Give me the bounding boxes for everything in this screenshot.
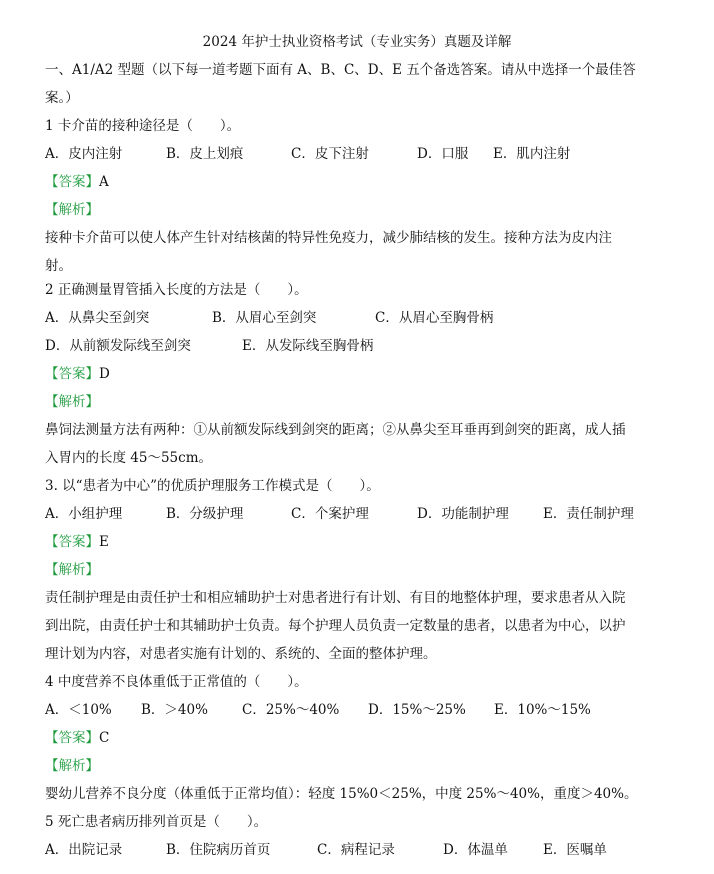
document-title: 2024 年护士执业资格考试（专业实务）真题及详解 (202, 34, 512, 50)
question-4-stem: 4 中度营养不良体重低于正常值的（ ）。 (45, 674, 308, 690)
q1-option-c: C．皮下注射 (291, 146, 369, 162)
section-heading-cont: 案。） (45, 90, 79, 106)
question-2-analysis-tag (45, 392, 671, 412)
question-1-analysis-tag (45, 200, 671, 220)
q3-option-d: D．功能制护理 (417, 506, 509, 522)
question-4-answer (45, 728, 671, 748)
q2-option-c: C．从眉心至胸骨柄 (375, 310, 494, 326)
answer-tag: 【答案】 (45, 534, 99, 550)
answer-tag: 【答案】 (45, 366, 99, 382)
question-3-analysis-tag (45, 560, 671, 580)
section-heading: 一、A1/A2 型题（以下每一道考题下面有 A、B、C、D、E 五个备选答案。请从中选择一个最佳答 (45, 62, 636, 78)
answer-value: A (99, 174, 109, 190)
question-1-stem: 1 卡介苗的接种途径是（ ）。 (45, 118, 241, 134)
question-2-analysis-cont: 入胃内的长度 45～55cm。 (45, 450, 213, 466)
question-5-stem: 5 死亡患者病历排列首页是（ ）。 (45, 814, 268, 830)
question-2-answer (45, 364, 671, 384)
question-3-analysis-cont2: 理计划为内容，对患者实施有计划的、系统的、全面的整体护理。 (45, 646, 437, 662)
q5-option-b: B．住院病历首页 (166, 842, 271, 858)
answer-tag: 【答案】 (45, 730, 99, 746)
q2-option-e: E．从发际线至胸骨柄 (242, 338, 374, 354)
question-2-analysis: 鼻饲法测量方法有两种：①从前额发际线到剑突的距离；②从鼻尖至耳垂再到剑突的距离，成人插 (45, 422, 626, 438)
q3-option-c: C．个案护理 (291, 506, 369, 522)
q1-option-a: A．皮内注射 (45, 146, 123, 162)
q1-option-e: E．肌内注射 (493, 146, 571, 162)
question-3-stem: 3. 以“患者为中心”的优质护理服务工作模式是（ ）。 (45, 478, 380, 494)
answer-value: C (99, 730, 110, 746)
q4-option-d: D．15%～25% (368, 702, 466, 718)
q5-option-e: E．医嘱单 (543, 842, 607, 858)
question-4-analysis-tag (45, 756, 671, 776)
q1-option-b: B．皮上划痕 (166, 146, 244, 162)
question-2-stem: 2 正确测量胃管插入长度的方法是（ ）。 (45, 282, 308, 298)
analysis-tag: 【解析】 (45, 758, 99, 774)
question-1-analysis-cont: 射。 (45, 258, 72, 274)
q4-option-b: B．＞40% (141, 702, 208, 718)
q2-option-d: D．从前额发际线至剑突 (45, 338, 191, 354)
question-3-analysis: 责任制护理是由责任护士和相应辅助护士对患者进行有计划、有目的地整体护理，要求患者从入院 (45, 590, 626, 606)
analysis-tag: 【解析】 (45, 202, 99, 218)
analysis-tag: 【解析】 (45, 394, 99, 410)
q3-option-b: B．分级护理 (166, 506, 244, 522)
q3-option-a: A．小组护理 (45, 506, 123, 522)
question-3-analysis-cont: 到出院，由责任护士和其辅助护士负责。每个护理人员负责一定数量的患者，以患者为中心，以护 (45, 618, 626, 634)
q2-option-b: B．从眉心至剑突 (212, 310, 317, 326)
question-4-analysis: 婴幼儿营养不良分度（体重低于正常均值）：轻度 15%0＜25%，中度 25%～40%，重度＞40%。 (45, 786, 638, 802)
q3-option-e: E．责任制护理 (543, 506, 634, 522)
q4-option-e: E．10%～15% (494, 702, 591, 718)
question-1-answer (45, 172, 671, 192)
question-1-analysis: 接种卡介苗可以使人体产生针对结核菌的特异性免疫力，减少肺结核的发生。接种方法为皮内注 (45, 230, 612, 246)
q2-option-a: A．从鼻尖至剑突 (45, 310, 150, 326)
q1-option-d: D．口服 (417, 146, 469, 162)
answer-tag: 【答案】 (45, 174, 99, 190)
q4-option-a: A．＜10% (45, 702, 112, 718)
analysis-tag: 【解析】 (45, 562, 99, 578)
q4-option-c: C．25%～40% (242, 702, 340, 718)
q5-option-c: C．病程记录 (317, 842, 395, 858)
question-3-answer (45, 532, 671, 552)
q5-option-d: D．体温单 (443, 842, 508, 858)
answer-value: D (99, 366, 110, 382)
q5-option-a: A．出院记录 (45, 842, 123, 858)
answer-value: E (99, 534, 109, 550)
